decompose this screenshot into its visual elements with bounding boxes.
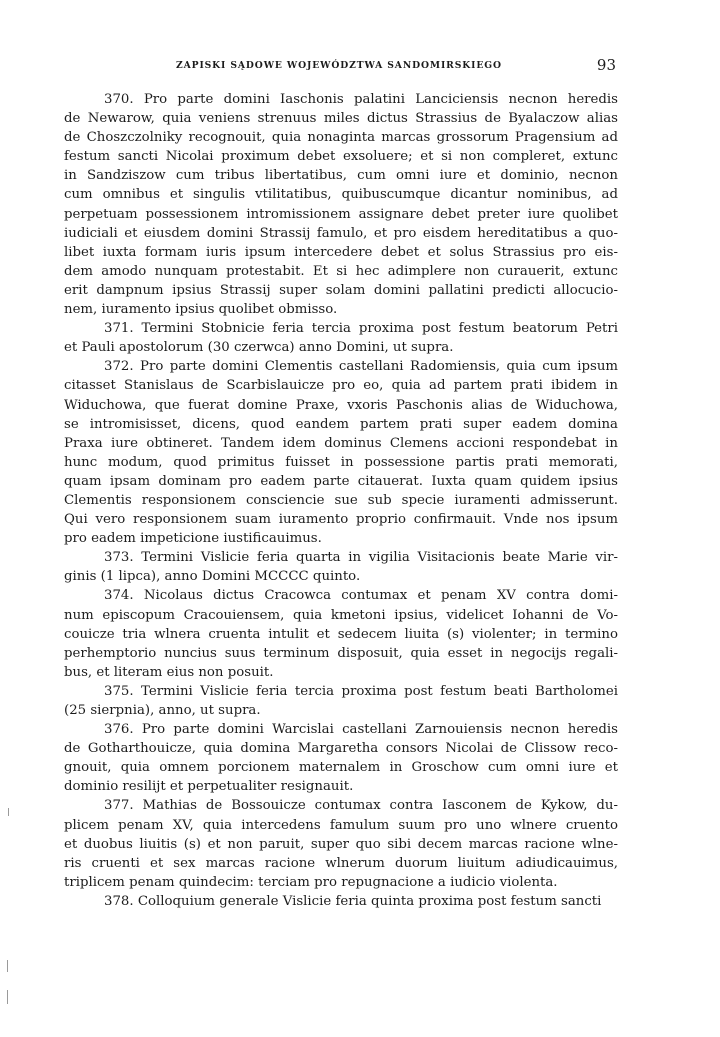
entry-line: cum omnibus et singulis vtilitatibus, quibuscumque dicantur nominibus, ad bbox=[64, 187, 618, 203]
entry-line: Qui vero responsionem suam iuramento proprio confirmauit. Vnde nos ipsum bbox=[64, 512, 618, 528]
entry-line: dominio resilijt et perpetualiter resignauit. bbox=[64, 779, 354, 795]
document-body bbox=[64, 90, 618, 911]
entry-paragraph bbox=[64, 319, 618, 357]
entry-line: num episcopum Cracouiensem, quia kmetoni ipsius, videlicet Iohanni de Vo- bbox=[64, 607, 618, 623]
entry-first-line: 371. Termini Stobnicie feria tercia proxima post festum beatorum Petri bbox=[104, 321, 618, 337]
entry-line: (25 sierpnia), anno, ut supra. bbox=[64, 703, 261, 718]
entry-line: de Choszczolniky recognouit, quia nonaginta marcas grossorum Pragensium ad bbox=[64, 130, 618, 146]
entry-line: ris cruenti et sex marcas racione wlnerum duorum liuitum adiudicauimus, bbox=[64, 855, 618, 871]
entry-paragraph bbox=[64, 586, 618, 681]
entry-line: perpetuam possessionem intromissionem assignare debet preter iure quolibet bbox=[64, 206, 618, 222]
entry-line: triplicem penam quindecim: terciam pro repugnacione a iudicio violenta. bbox=[64, 874, 558, 890]
entry-line: de Newarow, quia veniens strenuus miles dictus Strassius de Byalaczow alias bbox=[64, 111, 618, 127]
page-header bbox=[64, 56, 620, 80]
entry-line: Clementis responsionem consciencie sue sub specie iuramenti admisserunt. bbox=[64, 492, 618, 508]
entry-line: Widuchowa, que fuerat domine Praxe, vxoris Paschonis alias de Widuchowa, bbox=[64, 397, 618, 413]
margin-scan-mark bbox=[8, 808, 9, 816]
entry-line: dem amodo nunquam protestabit. Et si hec adimplere non curauerit, extunc bbox=[64, 263, 618, 279]
entry-paragraph bbox=[64, 892, 618, 911]
entry-first-line: 370. Pro parte domini Iaschonis palatini Lanciciensis necnon heredis bbox=[104, 92, 618, 107]
entry-paragraph bbox=[64, 720, 618, 796]
entry-line: iudiciali et eiusdem domini Strassij famulo, et pro eisdem hereditatibus a quo- bbox=[64, 225, 618, 241]
entry-first-line: 376. Pro parte domini Warcislai castellani Zarnouiensis necnon heredis bbox=[104, 722, 618, 738]
entry-first-line: 373. Termini Vislicie feria quarta in vigilia Visitacionis beate Marie vir- bbox=[104, 550, 618, 566]
entry-line: ginis (1 lipca), anno Domini MCCCC quinto. bbox=[64, 569, 361, 585]
entry-paragraph bbox=[64, 357, 618, 548]
entry-line: nem, iuramento ipsius quolibet obmisso. bbox=[64, 302, 338, 318]
entry-paragraph bbox=[64, 90, 618, 319]
entry-line: in Sandziszow cum tribus libertatibus, cum omni iure et dominio, necnon bbox=[64, 168, 618, 184]
entry-line: bus, et literam eius non posuit. bbox=[64, 664, 274, 680]
entry-paragraph bbox=[64, 796, 618, 891]
entry-line: libet iuxta formam iuris ipsum intercedere debet et solus Strassius pro eis- bbox=[64, 244, 618, 260]
entry-line: quam ipsam dominam pro eadem parte citauerat. Iuxta quam quidem ipsius bbox=[64, 473, 618, 489]
entry-line: citasset Stanislaus de Scarbislauicze pro eo, quia ad partem prati ibidem in bbox=[64, 378, 618, 394]
entry-line: gnouit, quia omnem porcionem maternalem in Groschow cum omni iure et bbox=[64, 760, 618, 776]
entry-line: erit dampnum ipsius Strassij super solam domini pallatini predicti allocucio- bbox=[64, 282, 618, 298]
entry-first-line: 375. Termini Vislicie feria tercia proxima post festum beati Bartholomei bbox=[104, 683, 618, 699]
entry-first-line: 372. Pro parte domini Clementis castellani Radomiensis, quia cum ipsum bbox=[104, 359, 618, 375]
entry-line: festum sancti Nicolai proximum debet exsoluere; et si non compleret, extunc bbox=[64, 149, 618, 165]
margin-scan-mark bbox=[7, 990, 8, 1004]
entry-line: hunc modum, quod primitus fuisset in possessione partis prati memorati, bbox=[64, 454, 618, 470]
page-number: 93 bbox=[596, 56, 616, 74]
margin-scan-mark bbox=[7, 960, 8, 972]
entry-line: pro eadem impeticione iustificauimus. bbox=[64, 531, 322, 547]
entry-line: et duobus liuitis (s) et non paruit, super quo sibi decem marcas racione wlne- bbox=[64, 836, 618, 852]
running-title: ZAPISKI SĄDOWE WOJEWÓDZTWA SANDOMIRSKIEGO bbox=[176, 60, 502, 71]
entry-line: Praxa iure obtineret. Tandem idem dominus Clemens accioni respondebat in bbox=[64, 435, 618, 451]
entry-paragraph bbox=[64, 682, 618, 720]
entry-first-line: 377. Mathias de Bossouicze contumax contra Iasconem de Kykow, du- bbox=[104, 798, 618, 814]
entry-first-line: 378. Colloquium generale Vislicie feria quinta proxima post festum sancti bbox=[104, 893, 602, 909]
entry-line: couicze tria wlnera cruenta intulit et sedecem liuita (s) violenter; in termino bbox=[64, 626, 618, 642]
entry-line: se intromisisset, dicens, quod eandem partem prati super eadem domina bbox=[64, 416, 618, 432]
entry-first-line: 374. Nicolaus dictus Cracowca contumax et penam XV contra domi- bbox=[104, 588, 618, 604]
entry-line: perhemptorio nuncius suus terminum disposuit, quia esset in negocijs regali- bbox=[64, 645, 618, 661]
entry-line: et Pauli apostolorum (30 czerwca) anno Domini, ut supra. bbox=[64, 340, 454, 356]
entry-paragraph bbox=[64, 548, 618, 586]
entry-line: de Gotharthouicze, quia domina Margaretha consors Nicolai de Clissow reco- bbox=[64, 741, 618, 757]
entry-line: plicem penam XV, quia intercedens famulum suum pro uno wlnere cruento bbox=[64, 817, 618, 833]
